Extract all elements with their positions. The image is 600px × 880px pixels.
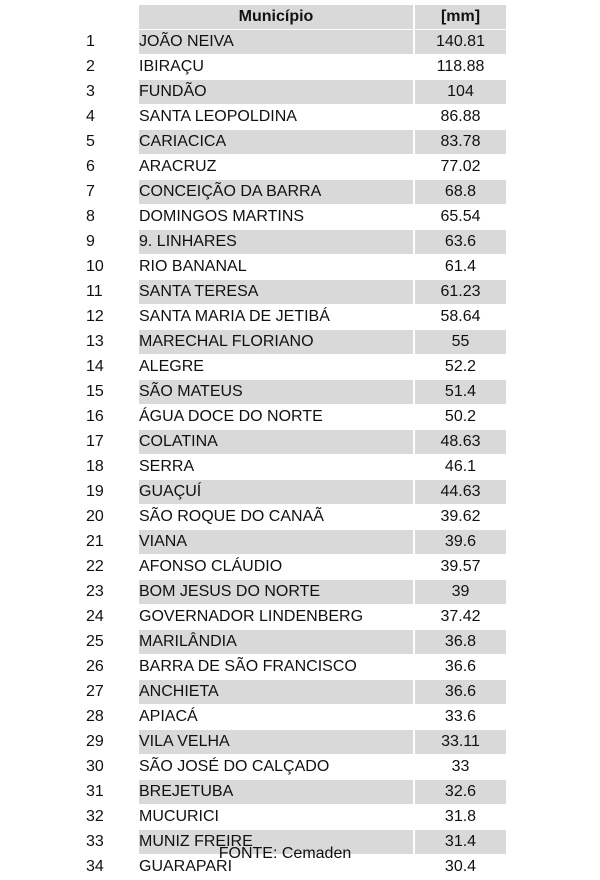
row-value: 36.6 — [415, 655, 508, 680]
row-number: 23 — [86, 580, 139, 605]
table-row — [86, 30, 508, 55]
row-municipality: SÃO ROQUE DO CANAÃ — [139, 505, 415, 530]
rainfall-table — [86, 5, 508, 880]
table-row — [86, 480, 508, 505]
row-value: 33.6 — [415, 705, 508, 730]
row-municipality: SÃO MATEUS — [139, 380, 415, 405]
table-row — [86, 530, 508, 555]
row-number: 14 — [86, 355, 139, 380]
table-row — [86, 130, 508, 155]
row-municipality: AFONSO CLÁUDIO — [139, 555, 415, 580]
row-number: 15 — [86, 380, 139, 405]
header-municipality: Município — [139, 5, 415, 30]
row-value: 31.4 — [415, 830, 508, 855]
row-municipality: APIACÁ — [139, 705, 415, 730]
table-row — [86, 380, 508, 405]
row-number: 28 — [86, 705, 139, 730]
row-number: 22 — [86, 555, 139, 580]
row-value: 61.4 — [415, 255, 508, 280]
table-row — [86, 80, 508, 105]
row-value: 65.54 — [415, 205, 508, 230]
row-municipality: SANTA TERESA — [139, 280, 415, 305]
row-municipality: RIO BANANAL — [139, 255, 415, 280]
row-municipality: SANTA LEOPOLDINA — [139, 105, 415, 130]
row-value: 52.2 — [415, 355, 508, 380]
row-number: 13 — [86, 330, 139, 355]
row-number: 26 — [86, 655, 139, 680]
row-number: 10 — [86, 255, 139, 280]
row-municipality: VILA VELHA — [139, 730, 415, 755]
row-municipality: IBIRAÇU — [139, 55, 415, 80]
row-number: 31 — [86, 780, 139, 805]
row-number: 30 — [86, 755, 139, 780]
row-value: 31.8 — [415, 805, 508, 830]
table-row — [86, 205, 508, 230]
row-value: 36.8 — [415, 630, 508, 655]
row-value: 50.2 — [415, 405, 508, 430]
row-number: 18 — [86, 455, 139, 480]
row-municipality: COLATINA — [139, 430, 415, 455]
row-municipality: GUAÇUÍ — [139, 480, 415, 505]
row-value: 58.64 — [415, 305, 508, 330]
row-municipality: MUCURICI — [139, 805, 415, 830]
row-value: 48.63 — [415, 430, 508, 455]
row-municipality: FUNDÃO — [139, 80, 415, 105]
table-row — [86, 230, 508, 255]
row-value: 39.57 — [415, 555, 508, 580]
row-value: 33.11 — [415, 730, 508, 755]
row-number: 34 — [86, 855, 139, 880]
table-row — [86, 405, 508, 430]
table-row — [86, 355, 508, 380]
table-row — [86, 705, 508, 730]
row-number: 32 — [86, 805, 139, 830]
row-number: 8 — [86, 205, 139, 230]
table-row — [86, 755, 508, 780]
row-value: 51.4 — [415, 380, 508, 405]
row-number: 25 — [86, 630, 139, 655]
row-number: 20 — [86, 505, 139, 530]
row-value: 32.6 — [415, 780, 508, 805]
row-value: 55 — [415, 330, 508, 355]
row-number: 21 — [86, 530, 139, 555]
row-value: 46.1 — [415, 455, 508, 480]
row-municipality: 9. LINHARES — [139, 230, 415, 255]
table-row — [86, 630, 508, 655]
table-row — [86, 305, 508, 330]
table-row — [86, 805, 508, 830]
row-municipality: JOÃO NEIVA — [139, 30, 415, 55]
row-value: 140.81 — [415, 30, 508, 55]
row-municipality: CONCEIÇÃO DA BARRA — [139, 180, 415, 205]
table-row — [86, 505, 508, 530]
header-row — [86, 5, 508, 30]
table-row — [86, 155, 508, 180]
row-value: 68.8 — [415, 180, 508, 205]
row-number: 5 — [86, 130, 139, 155]
row-value: 118.88 — [415, 55, 508, 80]
table-row — [86, 555, 508, 580]
row-municipality: ÁGUA DOCE DO NORTE — [139, 405, 415, 430]
row-value: 44.63 — [415, 480, 508, 505]
source-caption: FONTE: Cemaden — [218, 845, 352, 862]
row-value: 36.6 — [415, 680, 508, 705]
row-value: 30.4 — [415, 855, 508, 880]
table-row — [86, 605, 508, 630]
row-value: 86.88 — [415, 105, 508, 130]
table-row — [86, 105, 508, 130]
row-municipality: GOVERNADOR LINDENBERG — [139, 605, 415, 630]
row-municipality: GUARAPARI — [139, 855, 415, 880]
row-municipality: CARIACICA — [139, 130, 415, 155]
row-value: 63.6 — [415, 230, 508, 255]
row-number: 33 — [86, 830, 139, 855]
row-municipality: SÃO JOSÉ DO CALÇADO — [139, 755, 415, 780]
row-municipality: VIANA — [139, 530, 415, 555]
row-number: 4 — [86, 105, 139, 130]
row-number: 9 — [86, 230, 139, 255]
row-number: 3 — [86, 80, 139, 105]
table-row — [86, 55, 508, 80]
header-value: [mm] — [415, 5, 508, 30]
row-value: 33 — [415, 755, 508, 780]
row-municipality: BOM JESUS DO NORTE — [139, 580, 415, 605]
row-value: 104 — [415, 80, 508, 105]
row-number: 7 — [86, 180, 139, 205]
row-municipality: MARECHAL FLORIANO — [139, 330, 415, 355]
row-municipality: DOMINGOS MARTINS — [139, 205, 415, 230]
table-row — [86, 180, 508, 205]
row-municipality: ALEGRE — [139, 355, 415, 380]
row-municipality: BREJETUBA — [139, 780, 415, 805]
row-number: 16 — [86, 405, 139, 430]
table-row — [86, 780, 508, 805]
table-row — [86, 655, 508, 680]
table-row — [86, 430, 508, 455]
row-value: 39.6 — [415, 530, 508, 555]
row-municipality: MARILÂNDIA — [139, 630, 415, 655]
row-value: 39 — [415, 580, 508, 605]
row-number: 17 — [86, 430, 139, 455]
row-value: 37.42 — [415, 605, 508, 630]
row-municipality: SANTA MARIA DE JETIBÁ — [139, 305, 415, 330]
row-number: 19 — [86, 480, 139, 505]
table-row — [86, 330, 508, 355]
row-number: 11 — [86, 280, 139, 305]
row-number: 27 — [86, 680, 139, 705]
table-row — [86, 255, 508, 280]
table-row — [86, 730, 508, 755]
row-municipality: ANCHIETA — [139, 680, 415, 705]
row-number: 6 — [86, 155, 139, 180]
row-number: 1 — [86, 30, 139, 55]
row-value: 39.62 — [415, 505, 508, 530]
row-number: 12 — [86, 305, 139, 330]
row-value: 61.23 — [415, 280, 508, 305]
row-number: 2 — [86, 55, 139, 80]
row-value: 83.78 — [415, 130, 508, 155]
table-row — [86, 680, 508, 705]
row-number: 24 — [86, 605, 139, 630]
row-number: 29 — [86, 730, 139, 755]
table-row — [86, 280, 508, 305]
row-municipality: SERRA — [139, 455, 415, 480]
row-value: 77.02 — [415, 155, 508, 180]
header-number — [86, 5, 139, 30]
table-row — [86, 580, 508, 605]
table-row — [86, 455, 508, 480]
row-municipality: ARACRUZ — [139, 155, 415, 180]
table-body — [86, 30, 508, 880]
row-municipality: MUNIZ FREIRE — [139, 830, 415, 855]
row-municipality: BARRA DE SÃO FRANCISCO — [139, 655, 415, 680]
